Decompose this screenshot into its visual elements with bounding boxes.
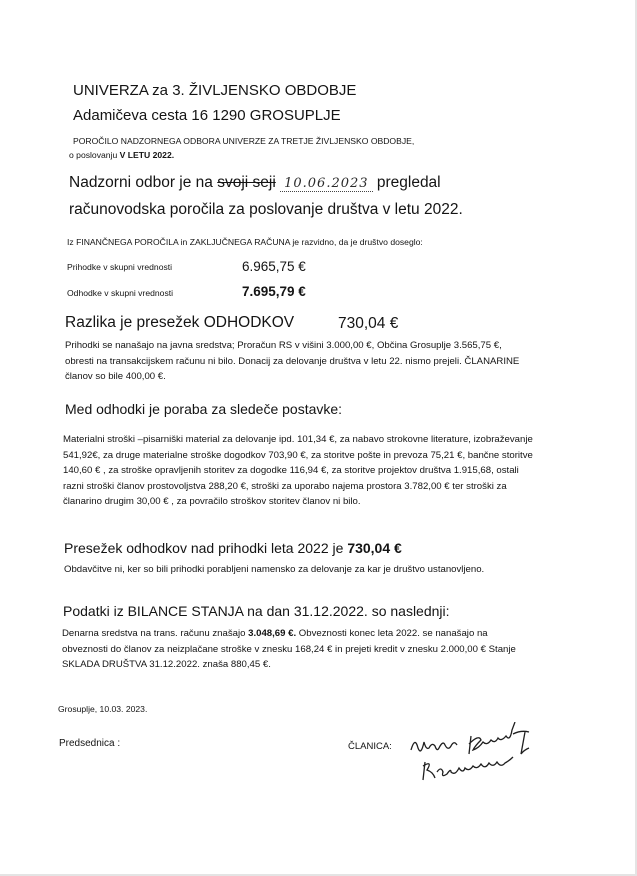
income-value: 6.965,75 € — [242, 259, 306, 274]
statement-line-1 — [69, 174, 441, 192]
income-label: Prihodke v skupni vrednosti — [67, 262, 173, 272]
balance-text-1: Denarna sredstva na trans. računu znašajo — [62, 628, 249, 639]
org-address: Adamičeva cesta 16 1290 GROSUPLJE — [73, 107, 341, 124]
president-label: Predsednica : — [59, 738, 121, 749]
difference-label: Razlika je presežek ODHODKOV — [65, 314, 295, 331]
expenses-heading: Med odhodki je poraba za sledeče postavke: — [65, 401, 343, 417]
place-date: Grosuplje, 10.03. 2023. — [58, 704, 148, 714]
org-name: UNIVERZA za 3. ŽIVLJENSKO OBDOBJE — [73, 82, 357, 99]
surplus-value: 730,04 € — [347, 540, 402, 556]
surplus-line — [64, 540, 402, 556]
balance-cash-value: 3.048,69 €. — [248, 628, 297, 639]
balance-paragraph — [62, 626, 534, 673]
surplus-label: Presežek odhodkov nad prihodki leta 2022 je — [64, 540, 348, 556]
statement-suffix: pregledal — [372, 174, 441, 191]
statement-struck-text: svoji seji — [217, 174, 276, 191]
expense-value: 7.695,79 € — [242, 284, 306, 299]
balance-text-2: Obveznosti konec leta 2022. se nanašajo na obveznosti do članov za neizplačane stroške v znesku 168,24 € in prejeti kredit v znesku 2.000,00 € Stanje SKLADA DRUŠTVA 31.12.2022. znaša 880,45 €. — [62, 628, 516, 670]
report-subtitle — [69, 150, 174, 160]
tax-paragraph: Obdavčitve ni, ker so bili prihodki porabljeni namensko za delovanje za kar je društvo ustanovljeno. — [64, 564, 485, 575]
signature-image — [405, 722, 565, 784]
difference-value: 730,04 € — [338, 315, 399, 332]
report-title: POROČILO NADZORNEGA ODBORA UNIVERZE ZA TRETJE ŽIVLJENSKO OBDOBJE, — [73, 136, 415, 146]
income-paragraph: Prihodki se nanašajo na javna sredstva; Proračun RS v višini 3.000,00 €, Občina Grosuplje 3.565,75 €, obresti na transakcijskem računu ni bilo. Donacij za delovanje društva v letu 22. nismo prejeli. ČLANARINE članov so bile 400,00 €. — [65, 340, 520, 382]
statement-prefix: Nadzorni odbor je na — [69, 174, 218, 191]
report-year: V LETU 2022. — [119, 150, 175, 160]
handwritten-date: 10.06.2023 — [280, 176, 372, 192]
member-label: ČLANICA: — [348, 741, 392, 752]
report-subtitle-text: o poslovanju — [69, 150, 120, 160]
expenses-paragraph: Materialni stroški –pisarniški material za delovanje ipd. 101,34 €, za nabavo strokovne literature, izobraževanje 541,92€, za druge materialne stroške dogodkov 703,90 €, za storitve pošte in prevoza 75,21 €, bančne storitve 140,60 € , za stroške opravljenih storitev za dogodke 116,94 €, za storitve projektov društva 1.915,68, ostali razni stroški članov prostovoljstva 288,20 €, stroški za uporabo najema prostora 3.782,00 € ter stroški za članarino drugim 30,00 € , za povračilo stroškov storitev članov ni bilo. — [63, 434, 533, 507]
statement-line-2: računovodska poročila za poslovanje društva v letu 2022. — [69, 201, 463, 218]
expense-label: Odhodke v skupni vrednosti — [67, 288, 174, 298]
balance-heading: Podatki iz BILANCE STANJA na dan 31.12.2022. so naslednji: — [63, 603, 450, 619]
intro-text: Iz FINANČNEGA POROČILA in ZAKLJUČNEGA RAČUNA je razvidno, da je društvo doseglo: — [67, 237, 423, 247]
